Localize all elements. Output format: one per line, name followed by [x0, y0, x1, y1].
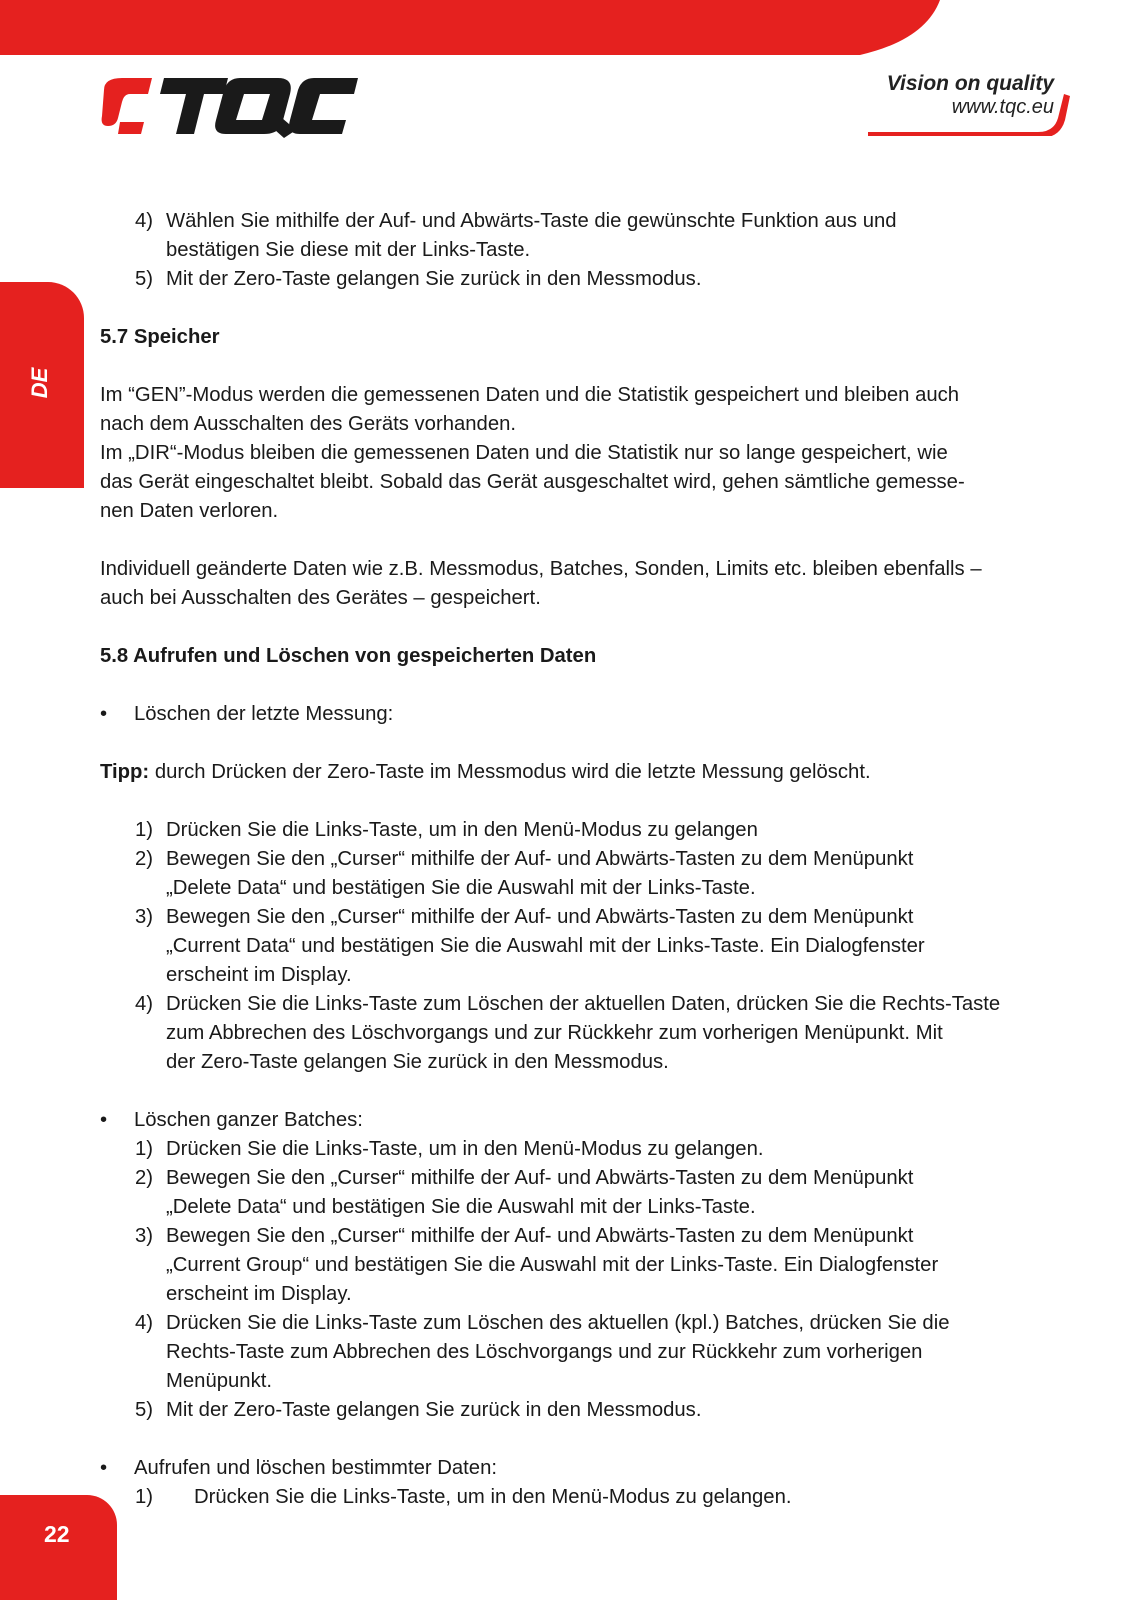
list-number: 5) [135, 1399, 154, 1421]
list-number: 4) [135, 1312, 154, 1334]
language-tab [0, 282, 84, 488]
bullet-item: • Aufrufen und löschen bestimmter Daten: [100, 1454, 1075, 1483]
list-number: 1) [135, 1138, 154, 1160]
paragraph-line: nen Daten verloren. [100, 500, 279, 522]
list-item [100, 1309, 1075, 1396]
list-item [100, 1135, 1075, 1164]
list-item [100, 990, 1075, 1077]
list-item-line: Rechts-Taste zum Abbrechen des Löschvorgangs und zur Rückkehr zum vorherigen [166, 1341, 923, 1363]
page-content [100, 207, 1075, 1512]
list-item [100, 903, 1075, 990]
paragraph-line: auch bei Ausschalten des Gerätes – gespeichert. [100, 587, 541, 609]
list-item [100, 816, 1075, 845]
paragraph-line: Individuell geänderte Daten wie z.B. Messmodus, Batches, Sonden, Limits etc. bleiben ebenfalls – [100, 558, 982, 580]
bullet-icon: • [100, 703, 108, 725]
paragraph-line: Im “GEN”-Modus werden die gemessenen Daten und die Statistik gespeichert und bleiben auch [100, 384, 960, 406]
tagline-swoosh [868, 84, 1078, 136]
list-item: 4) Wählen Sie mithilfe der Auf- und Abwärts-Taste die gewünschte Funktion aus und bestätigen Sie diese mit der Links-Taste. [135, 210, 897, 261]
list-item-line: Bewegen Sie den „Curser“ mithilfe der Auf- und Abwärts-Tasten zu dem Menüpunkt [166, 1167, 914, 1189]
tagline: Vision on quality [886, 72, 1054, 95]
list-item-line: „Delete Data“ und bestätigen Sie die Auswahl mit der Links-Taste. [166, 877, 756, 899]
list-item-line: Menüpunkt. [166, 1370, 272, 1392]
bullet-item: • Löschen ganzer Batches: [100, 1106, 1075, 1135]
list-item-line: Drücken Sie die Links-Taste, um in den Menü-Modus zu gelangen. [166, 1138, 764, 1160]
list-item-line: erscheint im Display. [166, 1283, 352, 1305]
tip-text: durch Drücken der Zero-Taste im Messmodus wird die letzte Messung gelöscht. [149, 761, 871, 783]
list-item [100, 845, 1075, 903]
bullet-icon: • [100, 1109, 108, 1131]
section-heading: 5.7 Speicher [100, 326, 220, 348]
numbered-list [100, 1135, 1075, 1425]
bullet-item: • Löschen der letzte Messung: [100, 700, 1075, 729]
tqc-logo [100, 72, 360, 138]
list-item [100, 1222, 1075, 1309]
list-item-line: Bewegen Sie den „Curser“ mithilfe der Auf- und Abwärts-Tasten zu dem Menüpunkt [166, 848, 914, 870]
paragraph-line: das Gerät eingeschaltet bleibt. Sobald das Gerät ausgeschaltet wird, gehen sämtliche gemesse- [100, 471, 965, 493]
header-red-band [0, 0, 1132, 62]
list-item-line: „Current Group“ und bestätigen Sie die Auswahl mit der Links-Taste. Ein Dialogfenster [166, 1254, 939, 1276]
list-number: 4) [135, 993, 154, 1015]
list-item-line: Drücken Sie die Links-Taste zum Löschen des aktuellen (kpl.) Batches, drücken Sie die [166, 1312, 950, 1334]
numbered-list [100, 816, 1075, 1077]
list-item [100, 1483, 1075, 1512]
list-item [100, 1396, 1075, 1425]
tip-paragraph [100, 758, 1075, 787]
tip-label: Tipp: [100, 761, 150, 783]
list-number: 2) [135, 848, 154, 870]
section-heading: 5.8 Aufrufen und Löschen von gespeicherten Daten [100, 645, 597, 667]
language-label: DE [27, 367, 52, 399]
list-item-line: zum Abbrechen des Löschvorgangs und zur Rückkehr zum vorherigen Menüpunkt. Mit [166, 1022, 943, 1044]
list-item [100, 1164, 1075, 1222]
numbered-list [100, 1483, 1075, 1512]
list-item-line: Drücken Sie die Links-Taste, um in den Menü-Modus zu gelangen. [194, 1486, 792, 1508]
list-item-line: Mit der Zero-Taste gelangen Sie zurück in den Messmodus. [166, 1399, 702, 1421]
paragraph-line: Im „DIR“-Modus bleiben die gemessenen Daten und die Statistik nur so lange gespeichert, wie [100, 442, 948, 464]
list-item-line: Bewegen Sie den „Curser“ mithilfe der Auf- und Abwärts-Tasten zu dem Menüpunkt [166, 1225, 914, 1247]
list-number: 1) [135, 1486, 154, 1508]
list-number: 2) [135, 1167, 154, 1189]
list-number: 3) [135, 906, 154, 928]
list-number: 3) [135, 1225, 154, 1247]
list-item-line: erscheint im Display. [166, 964, 352, 986]
list-item-line: Drücken Sie die Links-Taste, um in den Menü-Modus zu gelangen [166, 819, 758, 841]
paragraph-line: nach dem Ausschalten des Geräts vorhanden. [100, 413, 517, 435]
list-item-line: „Delete Data“ und bestätigen Sie die Auswahl mit der Links-Taste. [166, 1196, 756, 1218]
page-number: 22 [44, 1521, 70, 1547]
list-item-line: Bewegen Sie den „Curser“ mithilfe der Auf- und Abwärts-Tasten zu dem Menüpunkt [166, 906, 914, 928]
bullet-icon: • [100, 1457, 108, 1479]
list-item-line: „Current Data“ und bestätigen Sie die Auswahl mit der Links-Taste. Ein Dialogfenster [166, 935, 925, 957]
list-item: 5) Mit der Zero-Taste gelangen Sie zurück in den Messmodus. [135, 268, 702, 290]
list-item-line: Drücken Sie die Links-Taste zum Löschen der aktuellen Daten, drücken Sie die Rechts-Taste [166, 993, 1001, 1015]
list-item-line: der Zero-Taste gelangen Sie zurück in den Messmodus. [166, 1051, 669, 1073]
website-url[interactable]: www.tqc.eu [951, 96, 1054, 118]
list-number: 1) [135, 819, 154, 841]
